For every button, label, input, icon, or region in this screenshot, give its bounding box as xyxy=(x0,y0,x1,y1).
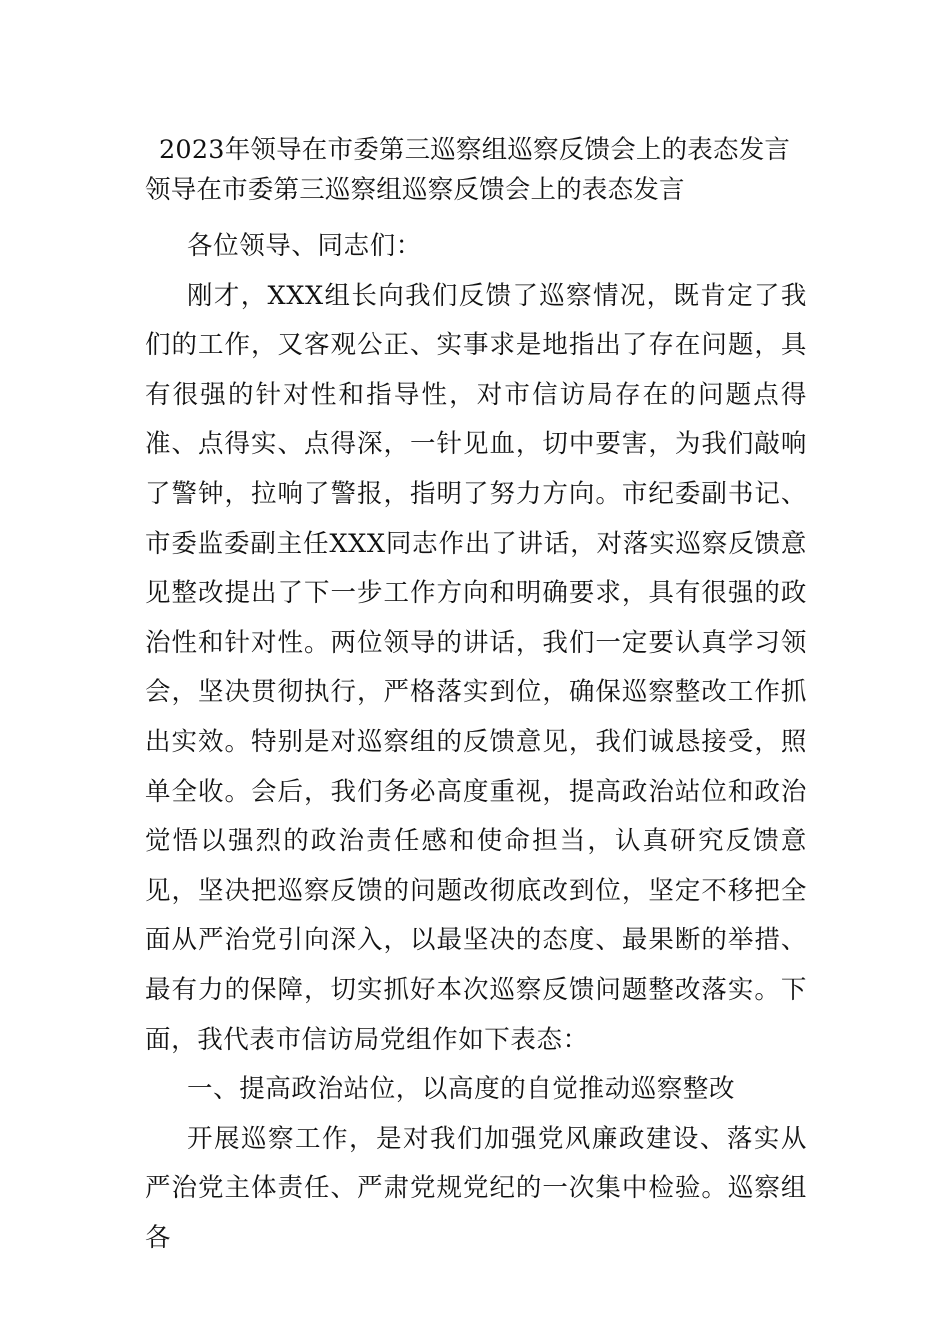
body-paragraph: 刚才，XXX组长向我们反馈了巡察情况，既肯定了我们的工作，又客观公正、实事求是地指出了存在问题，具有很强的针对性和指导性，对市信访局存在的问题点得准、点得实、点得深，一针见血，切中要害，为我们敲响了警钟，拉响了警报，指明了努力方向。市纪委副书记、市委监委副主任XXX同志作出了讲话，对落实巡察反馈意见整改提出了下一步工作方向和明确要求，具有很强的政治性和针对性。两位领导的讲话，我们一定要认真学习领会，坚决贯彻执行，严格落实到位，确保巡察整改工作抓出实效。特别是对巡察组的反馈意见，我们诚恳接受，照单全收。会后，我们务必高度重视，提高政治站位和政治觉悟以强烈的政治责任感和使命担当，认真研究反馈意见，坚决把巡察反馈的问题改彻底改到位，坚定不移把全面从严治党引向深入，以最坚决的态度、最果断的举措、最有力的保障，切实抓好本次巡察反馈问题整改落实。下面，我代表市信访局党组作如下表态： xyxy=(145,280,807,1055)
section-heading: 一、提高政治站位，以高度的自觉推动巡察整改 xyxy=(187,1074,736,1105)
document-subtitle: 领导在市委第三巡察组巡察反馈会上的表态发言 xyxy=(145,175,685,205)
salutation-paragraph: 各位领导、同志们： xyxy=(187,231,422,261)
document-body xyxy=(145,130,807,1263)
body-paragraph: 开展巡察工作，是对我们加强党风廉政建设、落实从严治党主体责任、严肃党规党纪的一次集中检验。巡察组各 xyxy=(145,1123,807,1253)
document-title: 2023年领导在市委第三巡察组巡察反馈会上的表态发言 xyxy=(159,135,791,165)
